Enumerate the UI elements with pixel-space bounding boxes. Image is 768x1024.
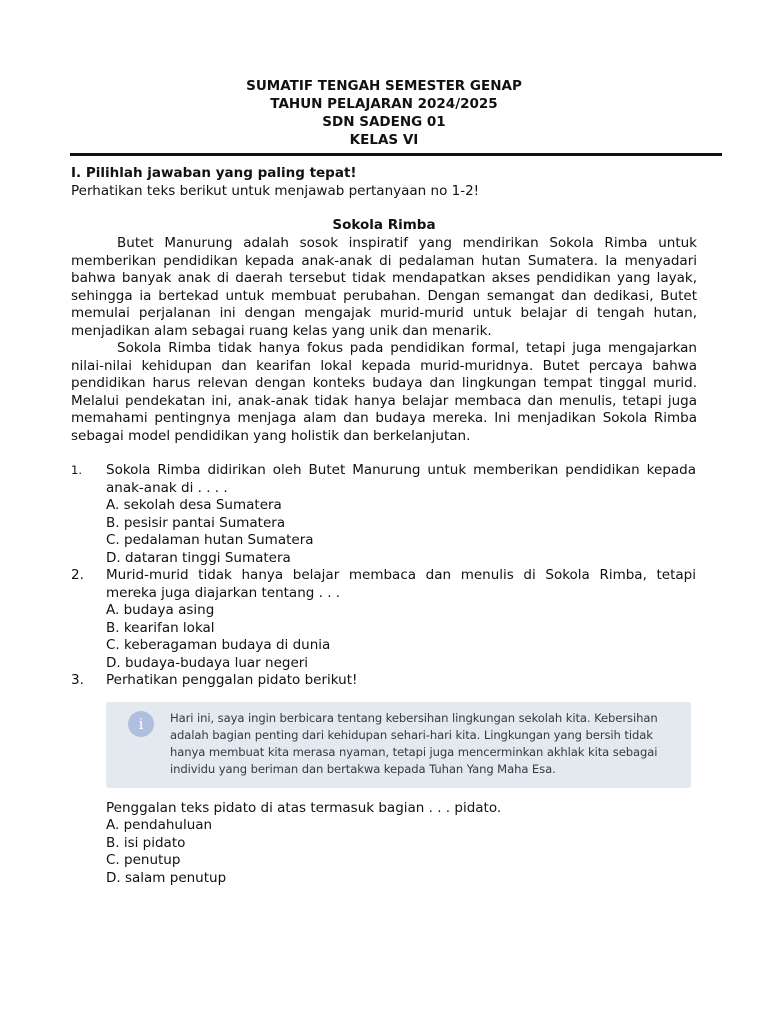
header-school-name: SDN SADENG 01 xyxy=(322,114,446,130)
option-c: C. keberagaman budaya di dunia xyxy=(106,637,331,653)
section-instruction: Perhatikan teks berikut untuk menjawab pertanyaan no 1-2! xyxy=(71,183,480,199)
option-d: D. salam penutup xyxy=(106,869,227,886)
question-3 xyxy=(71,672,697,887)
option-b: B. pesisir pantai Sumatera xyxy=(106,514,286,531)
option-a: A. budaya asing xyxy=(106,602,215,618)
header-divider xyxy=(70,153,722,156)
option-c: C. pedalaman hutan Sumatera xyxy=(106,532,314,548)
option-b: B. kearifan lokal xyxy=(106,619,215,636)
question-number: 2. xyxy=(71,567,84,583)
option-d: D. dataran tinggi Sumatera xyxy=(106,549,291,566)
info-icon: i xyxy=(128,711,154,737)
header-class: KELAS VI xyxy=(349,132,419,148)
question-body xyxy=(106,567,696,672)
question-text: Sokola Rimba didirikan oleh Butet Manurung untuk memberikan pendidikan kepada anak-anak di . . . . xyxy=(106,462,696,496)
question-text: Murid-murid tidak hanya belajar membaca dan menulis di Sokola Rimba, tetapi mereka juga diajarkan tentang . . . xyxy=(106,567,696,601)
option-a: A. sekolah desa Sumatera xyxy=(106,497,282,513)
header-exam-title: SUMATIF TENGAH SEMESTER GENAP xyxy=(246,78,522,94)
option-b: B. isi pidato xyxy=(106,834,186,851)
story-title: Sokola Rimba xyxy=(332,217,436,233)
question-1 xyxy=(71,462,697,567)
story-paragraph-1: Butet Manurung adalah sosok inspiratif yang mendirikan Sokola Rimba untuk memberikan pendidikan kepada anak-anak di pedalaman hutan Sumatera. Ia menyadari bahwa banyak anak di daerah tersebut tidak mendapatkan akses pendidikan yang layak, sehingga ia bertekad untuk membuat perubahan. Dengan semangat dan dedikasi, Butet memulai perjalanan ini dengan mengajak murid-murid untuk belajar di tengah hutan, menjadikan alam sebagai ruang kelas yang unik dan menarik. xyxy=(71,235,697,339)
document-body xyxy=(71,165,697,887)
speech-excerpt-text: Hari ini, saya ingin berbicara tentang kebersihan lingkungan sekolah kita. Kebersihan adalah bagian penting dari kehidupan sehari-hari kita. Lingkungan yang bersih tidak hanya membuat kita merasa nyaman, tetapi juga mencerminkan akhlak kita sebagai individu yang beriman dan bertakwa kepada Tuhan Yang Maha Esa. xyxy=(170,710,658,776)
section-title: I. Pilihlah jawaban yang paling tepat! xyxy=(71,165,357,181)
question-number: 1. xyxy=(71,463,82,477)
story-paragraph-2: Sokola Rimba tidak hanya fokus pada pendidikan formal, tetapi juga mengajarkan nilai-nilai kehidupan dan kearifan lokal kepada murid-muridnya. Butet percaya bahwa pendidikan harus relevan dengan konteks budaya dan lingkungan tempat tinggal murid. Melalui pendekatan ini, anak-anak tidak hanya belajar membaca dan menulis, tetapi juga memahami pentingnya menjaga alam dan budaya mereka. Ini menjadikan Sokola Rimba sebagai model pendidikan yang holistik dan berkelanjutan. xyxy=(71,340,697,444)
option-c: C. penutup xyxy=(106,852,181,868)
option-a: A. pendahuluan xyxy=(106,817,213,833)
question-body xyxy=(106,462,696,567)
question-text: Perhatikan penggalan pidato berikut! xyxy=(106,672,358,688)
header-school-year: TAHUN PELAJARAN 2024/2025 xyxy=(270,96,498,112)
question-body xyxy=(106,672,696,887)
question-number: 3. xyxy=(71,672,84,688)
document-header xyxy=(0,77,768,149)
question-list xyxy=(71,462,697,887)
question-followup-text: Penggalan teks pidato di atas termasuk bagian . . . pidato. xyxy=(106,799,502,816)
question-2 xyxy=(71,567,697,672)
speech-excerpt-callout xyxy=(106,702,691,788)
option-d: D. budaya-budaya luar negeri xyxy=(106,654,309,671)
